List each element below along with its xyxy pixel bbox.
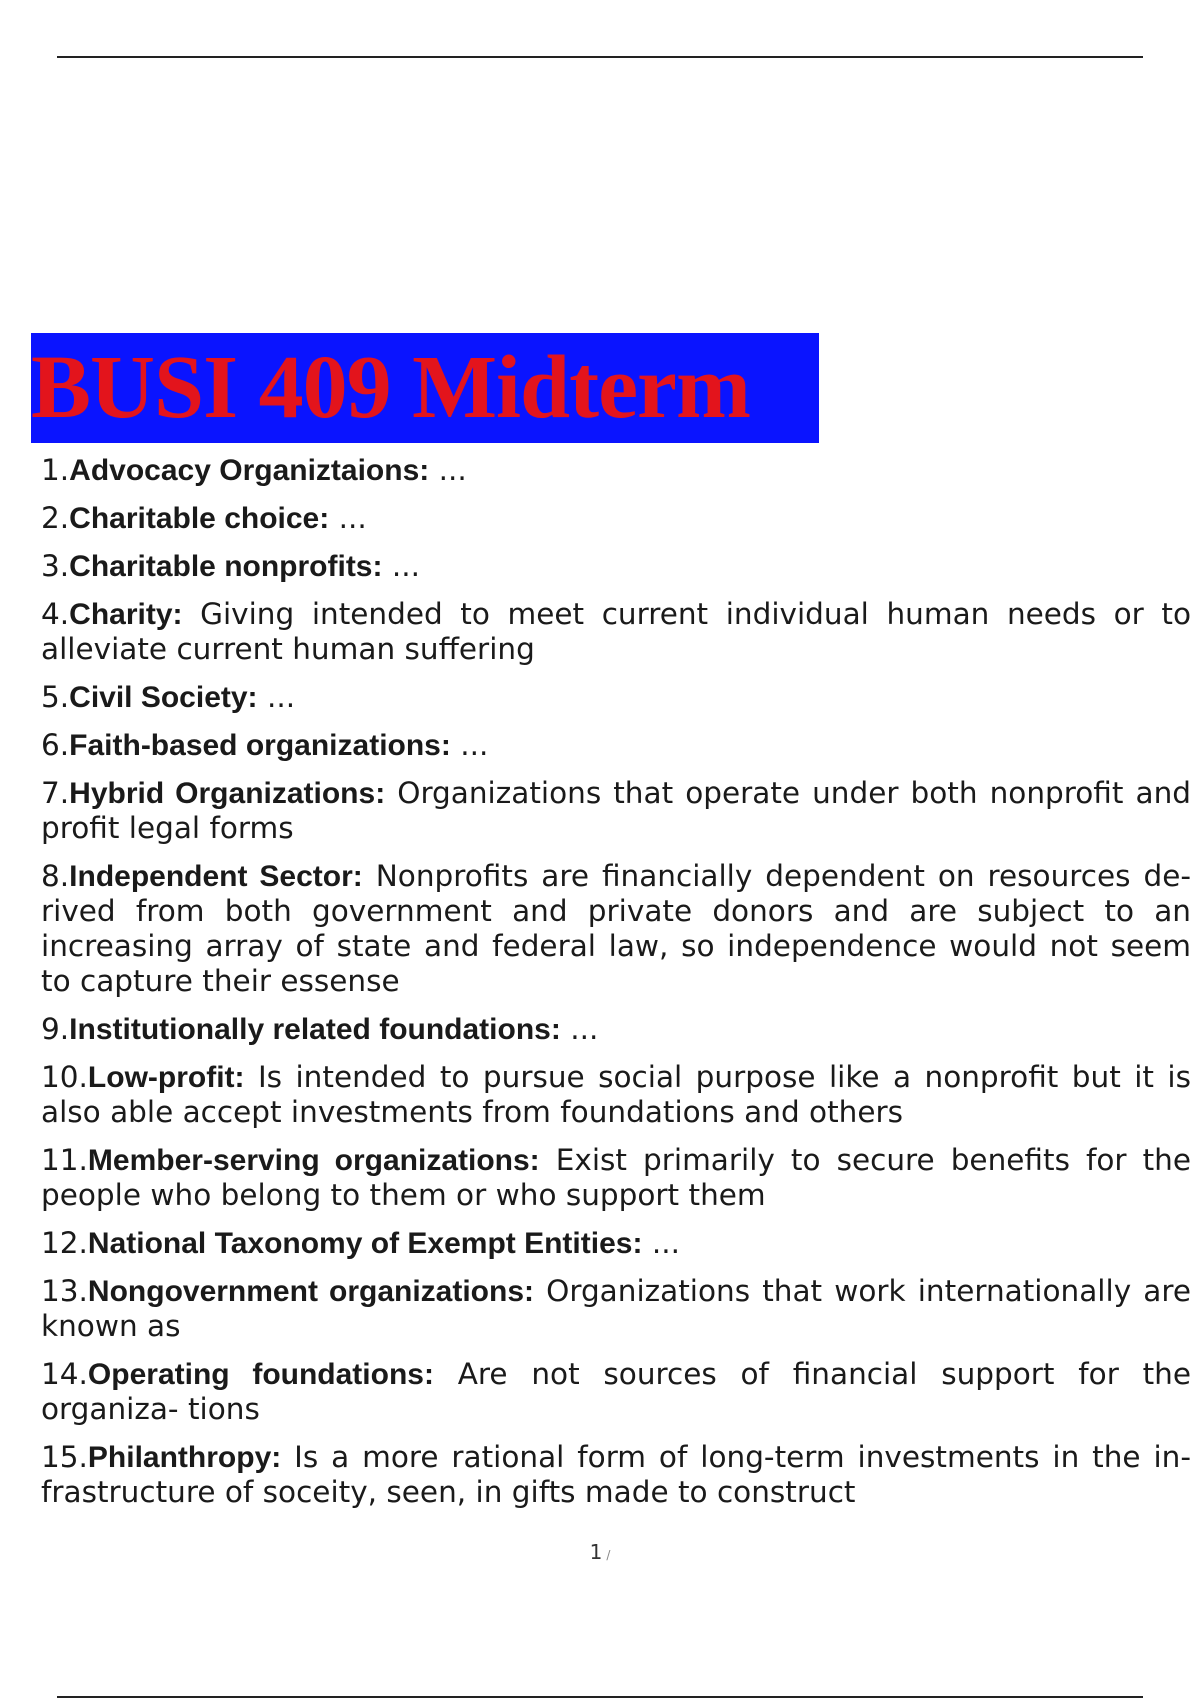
- list-item: 3.Charitable nonprofits: ...: [41, 549, 421, 583]
- list-item: 6.Faith-based organizations: ...: [41, 728, 489, 762]
- bottom-rule: [57, 1696, 1143, 1698]
- page-number: 1 /: [589, 1540, 611, 1564]
- definition: Is intended to pursue social purpose like a nonprofit but it is also able accept investments from foundations and others: [41, 1060, 1191, 1129]
- term-list: [41, 453, 1191, 1523]
- top-rule: [57, 56, 1143, 58]
- list-item: 8.Independent Sector: Nonprofits are financially dependent on resources de- rived from both government and private donors and are subject to an increasing array of state and federal law, so independence would not seem to capture their essense: [41, 859, 1191, 998]
- term: Civil Society:: [69, 681, 258, 714]
- list-item: 9.Institutionally related foundations: ...: [41, 1012, 599, 1046]
- list-item: 15.Philanthropy: Is a more rational form of long-term investments in the in- frastructure of soceity, seen, in gifts made to construct: [41, 1440, 1191, 1509]
- definition: Giving intended to meet current individual human needs or to alleviate current human suffering: [41, 597, 1191, 666]
- term: Faith-based organizations:: [69, 729, 451, 762]
- definition: Organizations that operate under both nonprofit and profit legal forms: [41, 776, 1192, 845]
- list-item: 1.Advocacy Organiztaions: ...: [41, 453, 467, 487]
- term: Operating foundations:: [87, 1358, 434, 1391]
- list-item: 5.Civil Society: ...: [41, 680, 296, 714]
- definition: ...: [329, 501, 367, 535]
- term: Member-serving organizations:: [87, 1144, 540, 1177]
- definition: ...: [257, 680, 296, 714]
- term: Hybrid Organizations:: [69, 777, 386, 810]
- term: Independent Sector:: [69, 860, 363, 893]
- term: Nongovernment organizations:: [87, 1275, 535, 1308]
- term: Philanthropy:: [87, 1441, 282, 1474]
- term: Low-profit:: [87, 1061, 245, 1094]
- definition: ...: [560, 1012, 599, 1046]
- definition: Are not sources of financial support for the organiza- tions: [41, 1357, 1192, 1426]
- list-item: 10.Low-profit: Is intended to pursue social purpose like a nonprofit but it is also able accept investments from foundations and others: [41, 1060, 1191, 1129]
- list-item: 11.Member-serving organizations: Exist primarily to secure benefits for the people who belong to them or who support them: [41, 1143, 1192, 1212]
- term: Institutionally related foundations:: [69, 1013, 561, 1046]
- document-title: BUSI 409 Midterm: [31, 338, 750, 437]
- definition: Nonprofits are financially dependent on resources de- rived from both government and private donors and are subject to an increasing array of state and federal law, so independence would not seem to capture their essense: [41, 859, 1191, 998]
- definition: Is a more rational form of long-term investments in the in- frastructure of soceity, seen, in gifts made to construct: [41, 1440, 1191, 1509]
- page-separator: /: [606, 1548, 611, 1562]
- title-banner: [31, 333, 819, 443]
- definition: Exist primarily to secure benefits for the people who belong to them or who support them: [41, 1143, 1192, 1212]
- definition: ...: [382, 549, 421, 583]
- definition: ...: [642, 1226, 680, 1260]
- definition: ...: [450, 728, 489, 762]
- list-item: 12.National Taxonomy of Exempt Entities: ...: [41, 1226, 680, 1260]
- term: National Taxonomy of Exempt Entities:: [87, 1227, 643, 1260]
- term: Advocacy Organiztaions:: [69, 454, 430, 487]
- list-item: 14.Operating foundations: Are not sources of financial support for the organiza- tions: [41, 1357, 1192, 1426]
- definition: ...: [429, 453, 467, 487]
- list-item: 2.Charitable choice: ...: [41, 501, 367, 535]
- term: Charitable nonprofits:: [69, 550, 383, 583]
- term: Charitable choice:: [69, 502, 330, 535]
- list-item: 4.Charity: Giving intended to meet current individual human needs or to alleviate current human suffering: [41, 597, 1191, 666]
- term: Charity:: [69, 598, 183, 631]
- definition: Organizations that work internationally are known as: [41, 1274, 1191, 1343]
- list-item: 13.Nongovernment organizations: Organizations that work internationally are known as: [41, 1274, 1191, 1343]
- list-item: 7.Hybrid Organizations: Organizations that operate under both nonprofit and profit legal forms: [41, 776, 1192, 845]
